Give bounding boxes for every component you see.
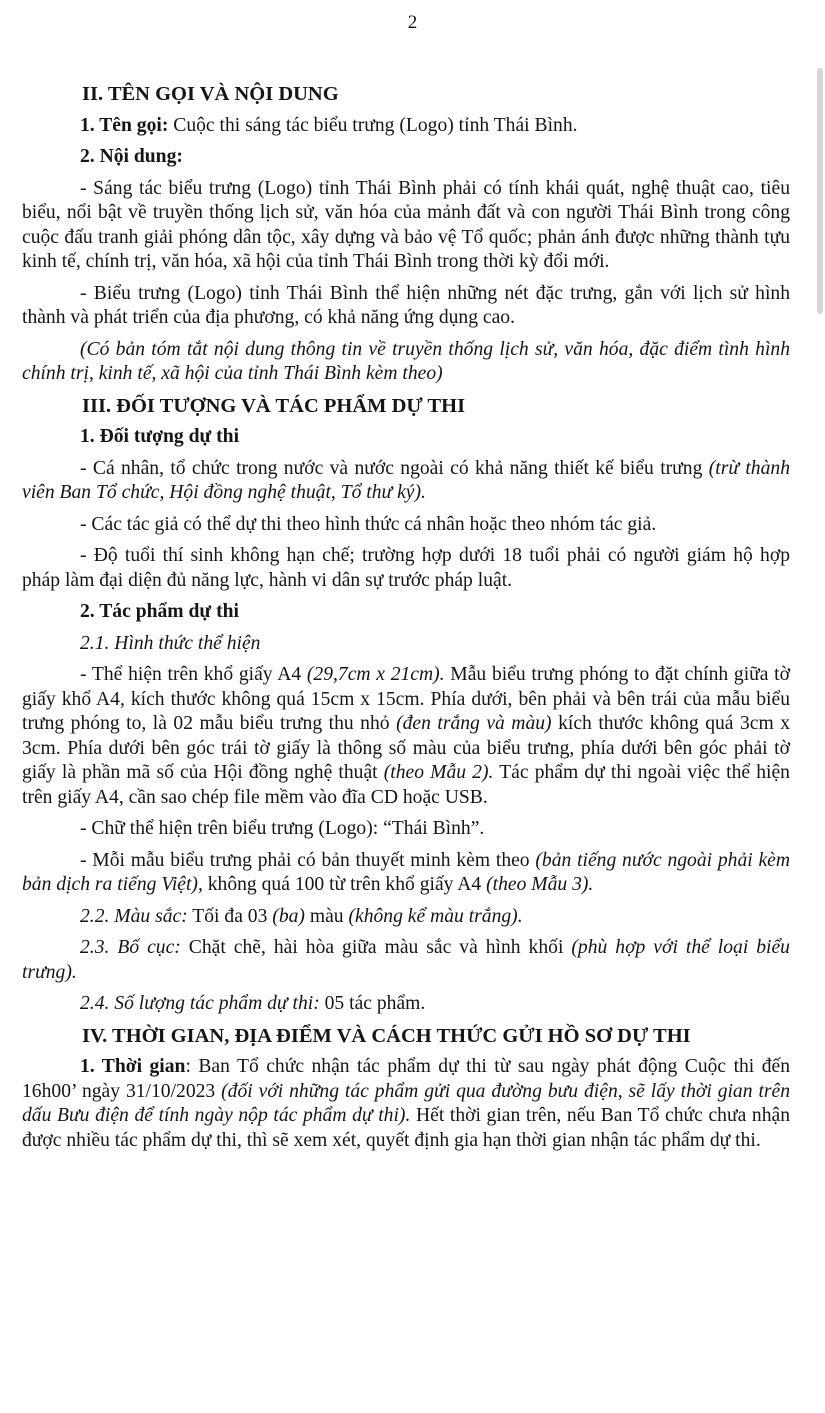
italic-span: (đen trắng và màu) <box>396 713 552 734</box>
section-heading-3: III. ĐỐI TƯỢNG VÀ TÁC PHẨM DỰ THI <box>82 394 466 417</box>
italic-span: (ba) <box>272 905 305 927</box>
italic-span: (phù hợp với thể loại biểu trưng). <box>22 937 790 983</box>
italic-subheading <box>22 632 790 657</box>
italic-span: (29,7cm x 21cm). <box>306 664 445 685</box>
paragraph <box>22 457 790 506</box>
text-span: Mẫu biểu trưng phóng to đặt chính giữa tờ giấy khổ A4, kích thước không quá 15cm x 15cm. Phía dưới, bên phải và bên trái của mẫu biểu trưng phóng to, là 02 mẫu biểu trưng thu nhỏ <box>22 664 790 734</box>
paragraph: - Các tác giả có thể dự thi theo hình thức cá nhân hoặc theo nhóm tác giả. <box>80 513 657 535</box>
italic-span: (trừ thành viên Ban Tổ chức, Hội đồng nghệ thuật, Tổ thư ký). <box>22 457 790 503</box>
subheading: 2. Tác phẩm dự thi <box>80 601 239 622</box>
paragraph: - Độ tuổi thí sinh không hạn chế; trường hợp dưới 18 tuổi phải có người giám hộ hợp pháp làm đại diện đủ năng lực, hành vi dân sự trước pháp luật. <box>22 545 790 591</box>
paragraph <box>22 663 790 810</box>
text-span: 05 tác phẩm. <box>319 993 426 1014</box>
italic-span: (theo Mẫu 2). <box>383 762 494 783</box>
name-text: Cuộc thi sáng tác biểu trưng (Logo) tỉnh Thái Bình. <box>168 114 578 136</box>
italic-span: (không kể màu trắng). <box>348 905 523 927</box>
italic-span: 2.2. Màu sắc: <box>80 905 188 927</box>
text-span: kích thước không quá 3cm x 3cm. Phía dưới bên góc trái tờ giấy là thông số màu của biểu trưng, phía dưới bên góc phải tờ giấy là phần mã số của Hội đồng nghệ thuật <box>22 713 791 783</box>
content-label: 2. Nội dung: <box>80 146 183 167</box>
italic-span: 2.4. Số lượng tác phẩm dự thi: <box>80 993 320 1014</box>
text-span: Tác phẩm dự thi ngoài việc thể hiện trên giấy A4, cần sao chép file mềm vào đĩa CD hoặc USB. <box>22 762 790 808</box>
italic-span: 2.3. Bố cục: <box>80 937 181 958</box>
italic-span: (bản tiếng nước ngoài phải kèm bản dịch ra tiếng Việt), <box>22 849 791 895</box>
paragraph: - Sáng tác biểu trưng (Logo) tỉnh Thái Bình phải có tính khái quát, nghệ thuật cao, tiêu biểu, nổi bật về truyền thống lịch sử, văn hóa của mảnh đất và con người Thái Bình trong công cuộc đấu tranh giải phóng dân tộc, xây dựng và bảo vệ Tổ quốc; phản ánh được những thành tựu kinh tế, chính trị, văn hóa, xã hội của tỉnh Thái Bình trong thời kỳ đổi mới. <box>22 177 790 272</box>
text-span: - Thể hiện trên khổ giấy A4 <box>80 664 307 685</box>
text-span: : Ban Tổ chức nhận tác phẩm dự thi từ sau ngày phát động Cuộc thi đến 16h00’ ngày 31/10/2023 <box>22 1056 790 1102</box>
italic-span: (đối với những tác phẩm gửi qua đường bưu điện, sẽ lấy thời gian trên dấu Bưu điện để tính ngày nộp tác phẩm dự thi). <box>22 1080 791 1126</box>
italic-note <box>22 338 790 387</box>
text-span: - Cá nhân, tổ chức trong nước và nước ngoài có khả năng thiết kế biểu trưng <box>80 457 709 479</box>
paragraph <box>22 992 790 1017</box>
text-span: Chặt chẽ, hài hòa giữa màu sắc và hình khối <box>180 937 572 958</box>
text-span: Tối đa 03 <box>187 905 273 927</box>
subheading: 1. Đối tượng dự thi <box>80 426 240 447</box>
paragraph <box>22 936 790 985</box>
name-label: 1. Tên gọi: <box>80 114 169 136</box>
italic-span: (theo Mẫu 3). <box>486 874 594 895</box>
text-span: - Mỗi mẫu biểu trưng phải có bản thuyết minh kèm theo <box>80 849 536 871</box>
text-span: Hết thời gian trên, nếu Ban Tổ chức chưa nhận được nhiều tác phẩm dự thi, thì sẽ xem xét, quyết định gia hạn thời gian nhận tác phẩm dự thi. <box>22 1105 790 1151</box>
text-span: màu <box>304 905 349 927</box>
paragraph <box>22 849 790 898</box>
note-text: (Có bản tóm tắt nội dung thông tin về truyền thống lịch sử, văn hóa, đặc điểm tình hình chính trị, kinh tế, xã hội của tỉnh Thái Bình kèm theo) <box>22 338 790 384</box>
section-heading-2: II. TÊN GỌI VÀ NỘI DUNG <box>82 83 339 105</box>
paragraph <box>22 905 790 930</box>
bold-span: 1. Thời gian <box>80 1056 186 1077</box>
page-number: 2 <box>407 12 418 33</box>
scrollbar[interactable] <box>817 68 823 314</box>
section-heading-4: IV. THỜI GIAN, ĐỊA ĐIỂM VÀ CÁCH THỨC GỬI HỒ SƠ DỰ THI <box>82 1024 691 1047</box>
text-span: không quá 100 từ trên khổ giấy A4 <box>202 874 487 895</box>
document-body <box>22 82 790 1160</box>
paragraph-name <box>22 114 790 139</box>
paragraph: - Biểu trưng (Logo) tỉnh Thái Bình thể hiện những nét đặc trưng, gắn với lịch sử hình thành và phát triển của địa phương, có khả năng ứng dụng cao. <box>22 282 790 328</box>
paragraph <box>22 1055 790 1153</box>
paragraph: - Chữ thể hiện trên biểu trưng (Logo): “Thái Bình”. <box>80 818 485 839</box>
italic-span: 2.1. Hình thức thể hiện <box>80 632 261 654</box>
